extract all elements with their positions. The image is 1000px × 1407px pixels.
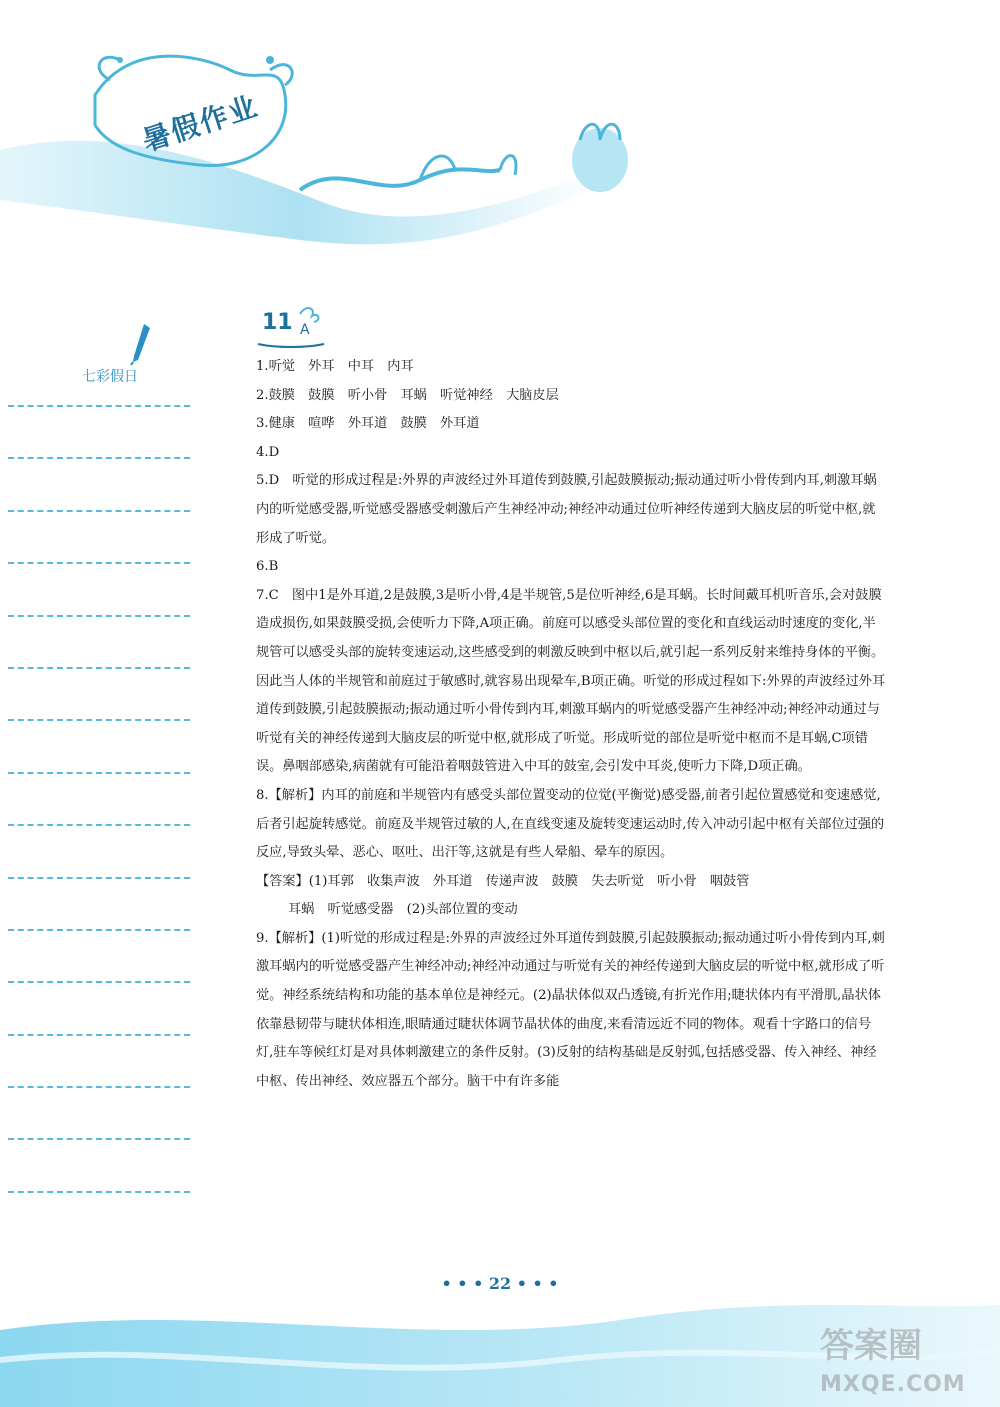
lesson-letter: A: [300, 322, 310, 338]
answer-8-line: 耳蜗 听觉感受器 (2)头部位置的变动: [288, 902, 518, 918]
watermark-url: MXQE.COM: [820, 1372, 966, 1397]
note-line: [8, 562, 190, 564]
watermark-logo: 答案圈: [820, 1326, 922, 1366]
note-line: [8, 877, 190, 879]
answer-item: 6.B: [256, 559, 279, 575]
note-line: [8, 929, 190, 931]
note-line: [8, 1138, 190, 1140]
lesson-number: 11: [262, 310, 293, 335]
answer-item: 5.D 听觉的形成过程是:外界的声波经过外耳道传到鼓膜,引起鼓膜振动;振动通过听小骨传到内耳,刺激耳蜗内的听觉感受器,听觉感受器感受刺激后产生神经冲动;神经冲动通过位听神经传递到大脑皮层的听觉中枢,就形成了听觉。: [256, 473, 877, 546]
note-line: [8, 1191, 190, 1193]
answer-8-key: [256, 868, 888, 925]
note-line: [8, 1086, 190, 1088]
answer-item: 3.健康 喧哗 外耳道 鼓膜 外耳道: [256, 416, 480, 432]
note-line: [8, 824, 190, 826]
pen-icon: [128, 322, 152, 366]
answer-content: [256, 353, 888, 1096]
page-number: • • • 22 • • •: [441, 1274, 559, 1293]
answer-item: 8.【解析】内耳的前庭和半规管内有感受头部位置变动的位觉(平衡觉)感受器,前者引起位置感觉和变速感觉,后者引起旋转感觉。前庭及半规管过敏的人,在直线变速及旋转变速运动时,传入冲动引起中枢有关部位过强的反应,导致头晕、恶心、呕吐、出汗等,这就是有些人晕船、晕车的原因。: [256, 787, 885, 861]
note-line: [8, 667, 190, 669]
note-line: [8, 719, 190, 721]
note-line: [8, 510, 190, 512]
answer-item: 4.D: [256, 444, 280, 460]
sidebar-label: 七彩假日: [82, 369, 138, 385]
answer-item: 1.听觉 外耳 中耳 内耳: [256, 359, 414, 374]
note-line: [8, 772, 190, 774]
note-line: [8, 405, 190, 407]
note-line: [8, 1034, 190, 1036]
answer-item: 2.鼓膜 鼓膜 听小骨 耳蜗 听觉神经 大脑皮层: [256, 387, 559, 403]
note-line: [8, 615, 190, 617]
note-line: [8, 457, 190, 459]
answer-item: 9.【解析】(1)听觉的形成过程是:外界的声波经过外耳道传到鼓膜,引起鼓膜振动;振动通过听小骨传到内耳,刺激耳蜗内的听觉感受器产生神经冲动;神经冲动通过与听觉有关的神经传递到大脑皮层的听觉中枢,就形成了听觉。神经系统结构和功能的基本单位是神经元。(2)晶状体似双凸透镜,有折光作用;睫状体内有平滑肌,晶状体依靠悬韧带与睫状体相连,眼睛通过睫状体调节晶状体的曲度,来看清远近不同的物体。观看十字路口的信号灯,驻车等候红灯是对具体刺激建立的条件反射。(3)反射的结构基础是反射弧,包括感受器、传入神经、神经中枢、传出神经、效应器五个部分。脑干中有许多能: [256, 930, 885, 1089]
header-title: 暑假作业: [138, 89, 263, 158]
note-lines: [8, 405, 190, 1243]
note-line: [8, 981, 190, 983]
answer-8-line: 【答案】(1)耳郭 收集声波 外耳道 传递声波 鼓膜 失去听觉 听小骨 咽鼓管: [256, 873, 750, 889]
answer-item: 7.C 图中1是外耳道,2是鼓膜,3是听小骨,4是半规管,5是位听神经,6是耳蜗。长时间戴耳机听音乐,会对鼓膜造成损伤,如果鼓膜受损,会使听力下降,A项正确。前庭可以感受头部位置的变化和直线运动时速度的变化,半规管可以感受头部的旋转变速运动,这些感受到的刺激反映到中枢以后,就引起一系列反射来维持身体的平衡。因此当人体的半规管和前庭过于敏感时,就容易出现晕车,B项正确。听觉的形成过程如下:外界的声波经过外耳道传到鼓膜,引起鼓膜振动;振动通过听小骨传到内耳,刺激耳蜗内的听觉感受器产生神经冲动;神经冲动通过与听觉有关的神经传递到大脑皮层的听觉中枢,就形成了听觉。形成听觉的部位是听觉中枢而不是耳蜗,C项错误。鼻咽部感染,病菌就有可能沿着咽鼓管进入中耳的鼓室,会引发中耳炎,使听力下降,D项正确。: [256, 587, 886, 775]
